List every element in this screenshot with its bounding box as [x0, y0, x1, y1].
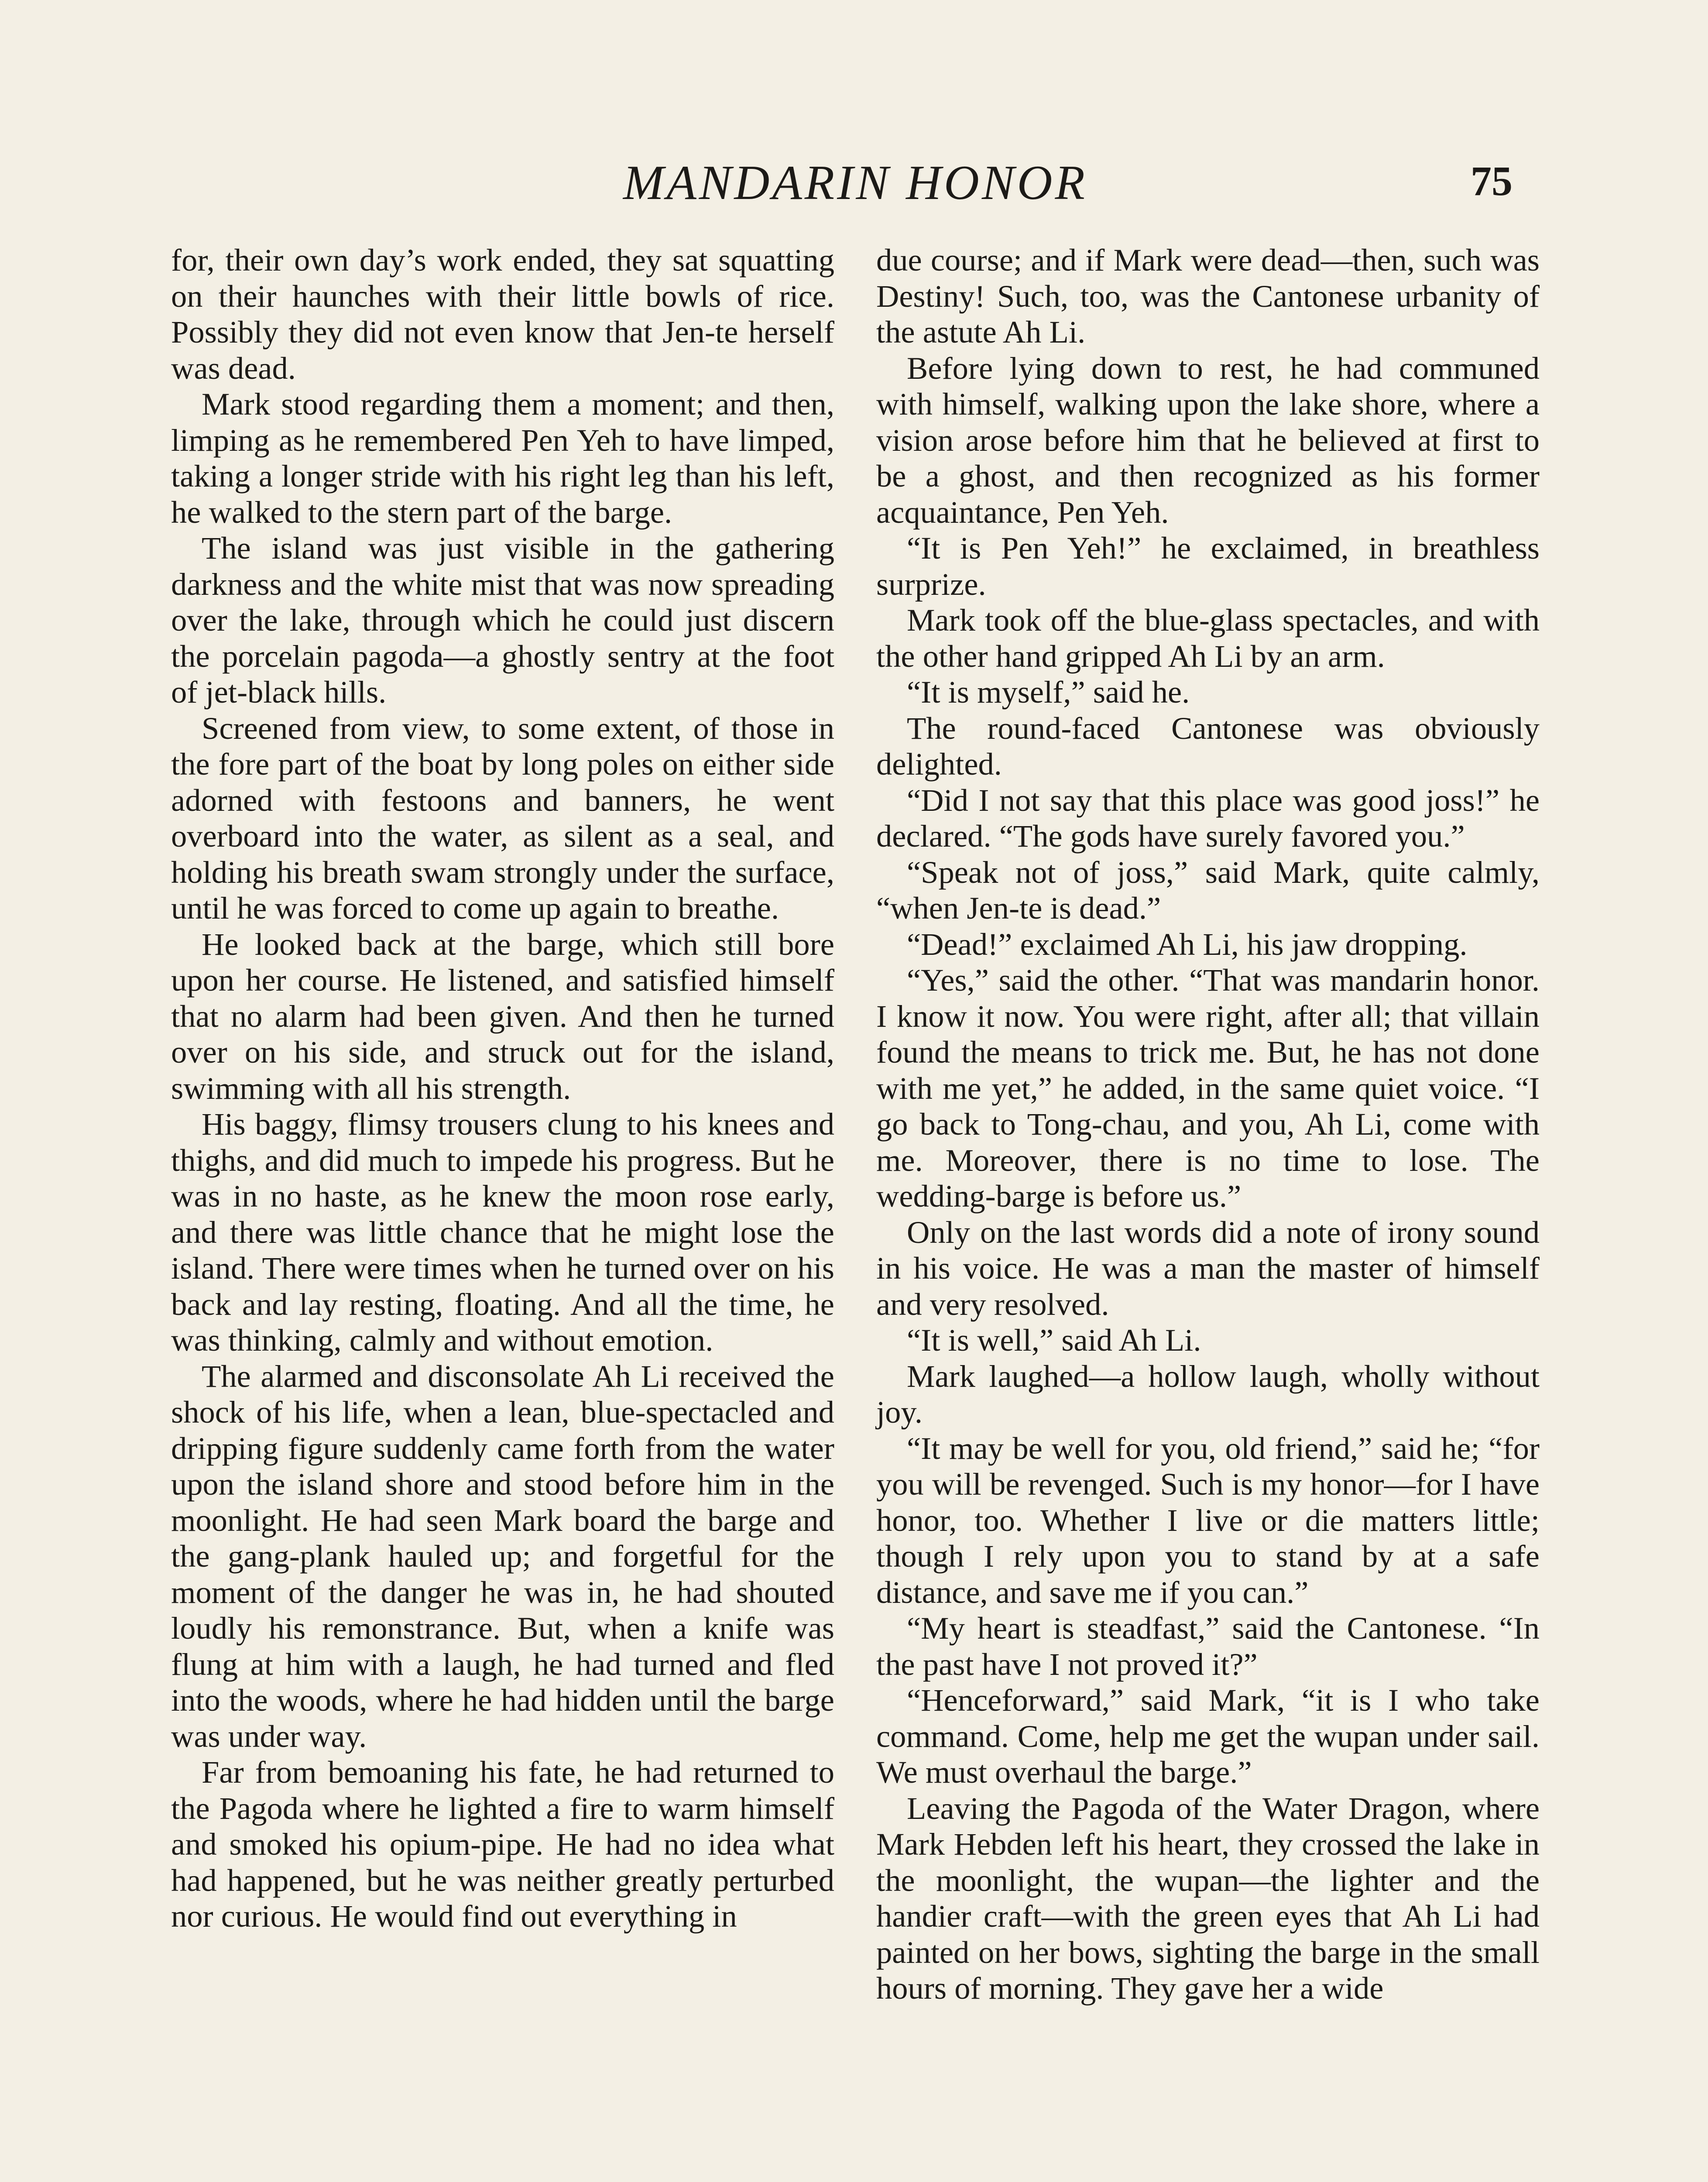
- paragraph: “It is well,” said Ah Li.: [907, 1322, 1201, 1358]
- paragraph: Mark laughed—a hollow laugh, wholly without joy.: [876, 1358, 1540, 1430]
- paragraph: “Dead!” exclaimed Ah Li, his jaw dropping.: [907, 926, 1468, 962]
- running-title: MANDARIN HONOR: [623, 156, 1087, 210]
- paragraph: “Henceforward,” said Mark, “it is I who take command. Come, help me get the wupan under sail. We must overhaul the barge.”: [876, 1682, 1540, 1790]
- paragraph: Before lying down to rest, he had communed with himself, walking upon the lake shore, where a vision arose before him that he believed at first to be a ghost, and then recognized as his former acquaintance, Pen Yeh.: [876, 350, 1540, 530]
- paragraph: Far from bemoaning his fate, he had returned to the Pagoda where he lighted a fire to warm himself and smoked his opium-pipe. He had no idea what had happened, but he was neither greatly perturbed nor curious. He would find out everything in: [171, 1754, 834, 1934]
- paragraph: Screened from view, to some extent, of those in the fore part of the boat by long poles on either side adorned with festoons and banners, he went overboard into the water, as silent as a seal, and holding his breath swam strongly under the surface, until he was forced to come up again to breathe.: [171, 710, 834, 926]
- paragraph: Only on the last words did a note of irony sound in his voice. He was a man the master of himself and very resolved.: [876, 1214, 1540, 1322]
- paragraph: He looked back at the barge, which still bore upon her course. He listened, and satisfied himself that no alarm had been given. And then he turned over on his side, and struck out for the island, swimming with all his strength.: [171, 926, 834, 1106]
- paragraph: “It may be well for you, old friend,” said he; “for you will be revenged. Such is my honor—for I have honor, too. Whether I live or die matters little; though I rely upon you to stand by at a safe distance, and save me if you can.”: [876, 1430, 1540, 1610]
- paragraph: “Speak not of joss,” said Mark, quite calmly, “when Jen-te is dead.”: [876, 854, 1540, 926]
- paragraph: His baggy, flimsy trousers clung to his knees and thighs, and did much to impede his progress. But he was in no haste, as he knew the moon rose early, and there was little chance that he might lose the island. There were times when he turned over on his back and lay resting, floating. And all the time, he was thinking, calmly and without emotion.: [171, 1106, 834, 1358]
- paragraph: “It is myself,” said he.: [907, 674, 1190, 710]
- paragraph: due course; and if Mark were dead—then, such was Destiny! Such, too, was the Cantonese urbanity of the astute Ah Li.: [876, 242, 1540, 350]
- right-column: [876, 242, 1540, 2007]
- paragraph: for, their own day’s work ended, they sat squatting on their haunches with their little bowls of rice. Possibly they did not even know that Jen-te herself was dead.: [171, 242, 834, 386]
- paragraph: The alarmed and disconsolate Ah Li received the shock of his life, when a lean, blue-spectacled and dripping figure suddenly came forth from the water upon the island shore and stood before him in the moonlight. He had seen Mark board the barge and the gang-plank hauled up; and forgetful for the moment of the danger he was in, he had shouted loudly his remonstrance. But, when a knife was flung at him with a laugh, he had turned and fled into the woods, where he had hidden until the barge was under way.: [171, 1358, 834, 1754]
- paragraph: Mark stood regarding them a moment; and then, limping as he remembered Pen Yeh to have limped, taking a longer stride with his right leg than his left, he walked to the stern part of the barge.: [171, 386, 834, 530]
- paragraph: “Yes,” said the other. “That was mandarin honor. I know it now. You were right, after all; that villain found the means to trick me. But, he has not done with me yet,” he added, in the same quiet voice. “I go back to Tong-chau, and you, Ah Li, come with me. Moreover, there is no time to lose. The wedding-barge is before us.”: [876, 962, 1540, 1214]
- page-header: [0, 155, 1708, 225]
- paragraph: “It is Pen Yeh!” he exclaimed, in breathless surprize.: [876, 530, 1540, 602]
- paragraph: “Did I not say that this place was good joss!” he declared. “The gods have surely favored you.”: [876, 782, 1540, 854]
- paragraph: The island was just visible in the gathering darkness and the white mist that was now spreading over the lake, through which he could just discern the porcelain pagoda—a ghostly sentry at the foot of jet-black hills.: [171, 530, 834, 710]
- paragraph: The round-faced Cantonese was obviously delighted.: [876, 710, 1540, 782]
- paragraph: Leaving the Pagoda of the Water Dragon, where Mark Hebden left his heart, they crossed the lake in the moonlight, the wupan—the lighter and the handier craft—with the green eyes that Ah Li had painted on her bows, sighting the barge in the small hours of morning. They gave her a wide: [876, 1790, 1540, 2006]
- left-column: [171, 242, 834, 1935]
- paragraph: Mark took off the blue-glass spectacles, and with the other hand gripped Ah Li by an arm.: [876, 602, 1540, 674]
- paragraph: “My heart is steadfast,” said the Cantonese. “In the past have I not proved it?”: [876, 1610, 1540, 1682]
- page-number: 75: [1471, 158, 1513, 204]
